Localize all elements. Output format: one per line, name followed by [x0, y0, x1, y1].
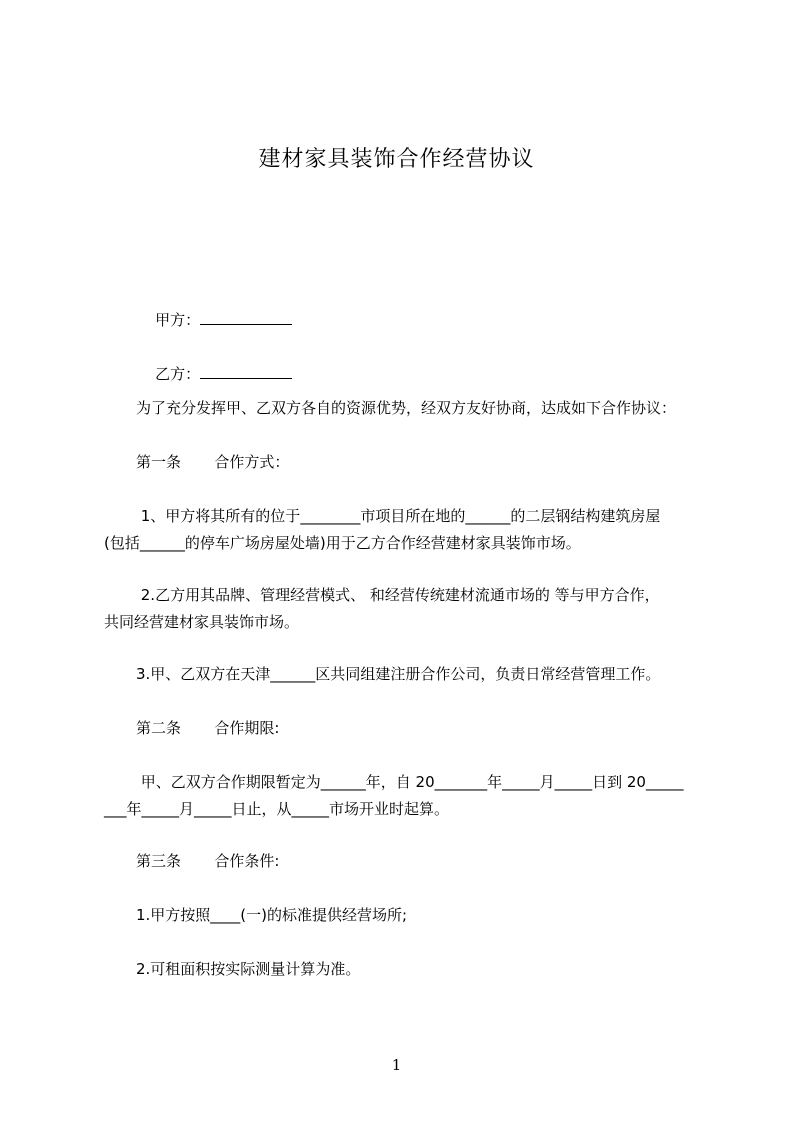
party-b-label: 乙方：: [155, 365, 201, 383]
document-title: 建材家具装饰合作经营协议: [258, 147, 535, 172]
party-a-label: 甲方：: [155, 311, 201, 329]
page-number: 1: [391, 1056, 402, 1074]
article-1-item-3: 3.甲、乙双方在天津______区共同组建注册合作公司，负责日常经营管理工作。: [136, 665, 661, 683]
article-2-line-1: 甲、乙双方合作期限暂定为______年，自 20_______年_____月_____日到 20_____: [136, 773, 684, 791]
article-2-heading: 第二条 合作期限:: [136, 719, 280, 737]
article-2-line-2: ___年_____月_____日止，从_____市场开业时起算。: [104, 800, 450, 818]
party-a-line: [136, 290, 292, 350]
article-1-item-2-line-2: 共同经营建材家具装饰市场。: [104, 613, 300, 631]
intro-paragraph: 为了充分发挥甲、乙双方各自的资源优势，经双方友好协商，达成如下合作协议：: [136, 399, 677, 417]
article-3-heading: 第三条 合作条件:: [136, 852, 280, 870]
article-1-item-1-line-2: (包括______的停车广场房屋处墙)用于乙方合作经营建材家具装饰市场。: [104, 534, 581, 552]
article-1-heading: 第一条 合作方式：: [136, 453, 290, 471]
article-3-item-2: 2.可租面积按实际测量计算为准。: [136, 960, 361, 978]
article-1-item-1-line-1: 1、甲方将其所有的位于________市项目所在地的______的二层钢结构建筑房屋: [136, 507, 661, 525]
party-b-line: [136, 344, 292, 404]
article-3-item-1: 1.甲方按照____(一)的标准提供经营场所;: [136, 906, 408, 924]
party-b-blank: [200, 364, 292, 379]
article-1-item-2-line-1: 2.乙方用其品牌、管理经营模式、 和经营传统建材流通市场的 等与甲方合作，: [136, 586, 660, 604]
party-a-blank: [200, 310, 292, 325]
